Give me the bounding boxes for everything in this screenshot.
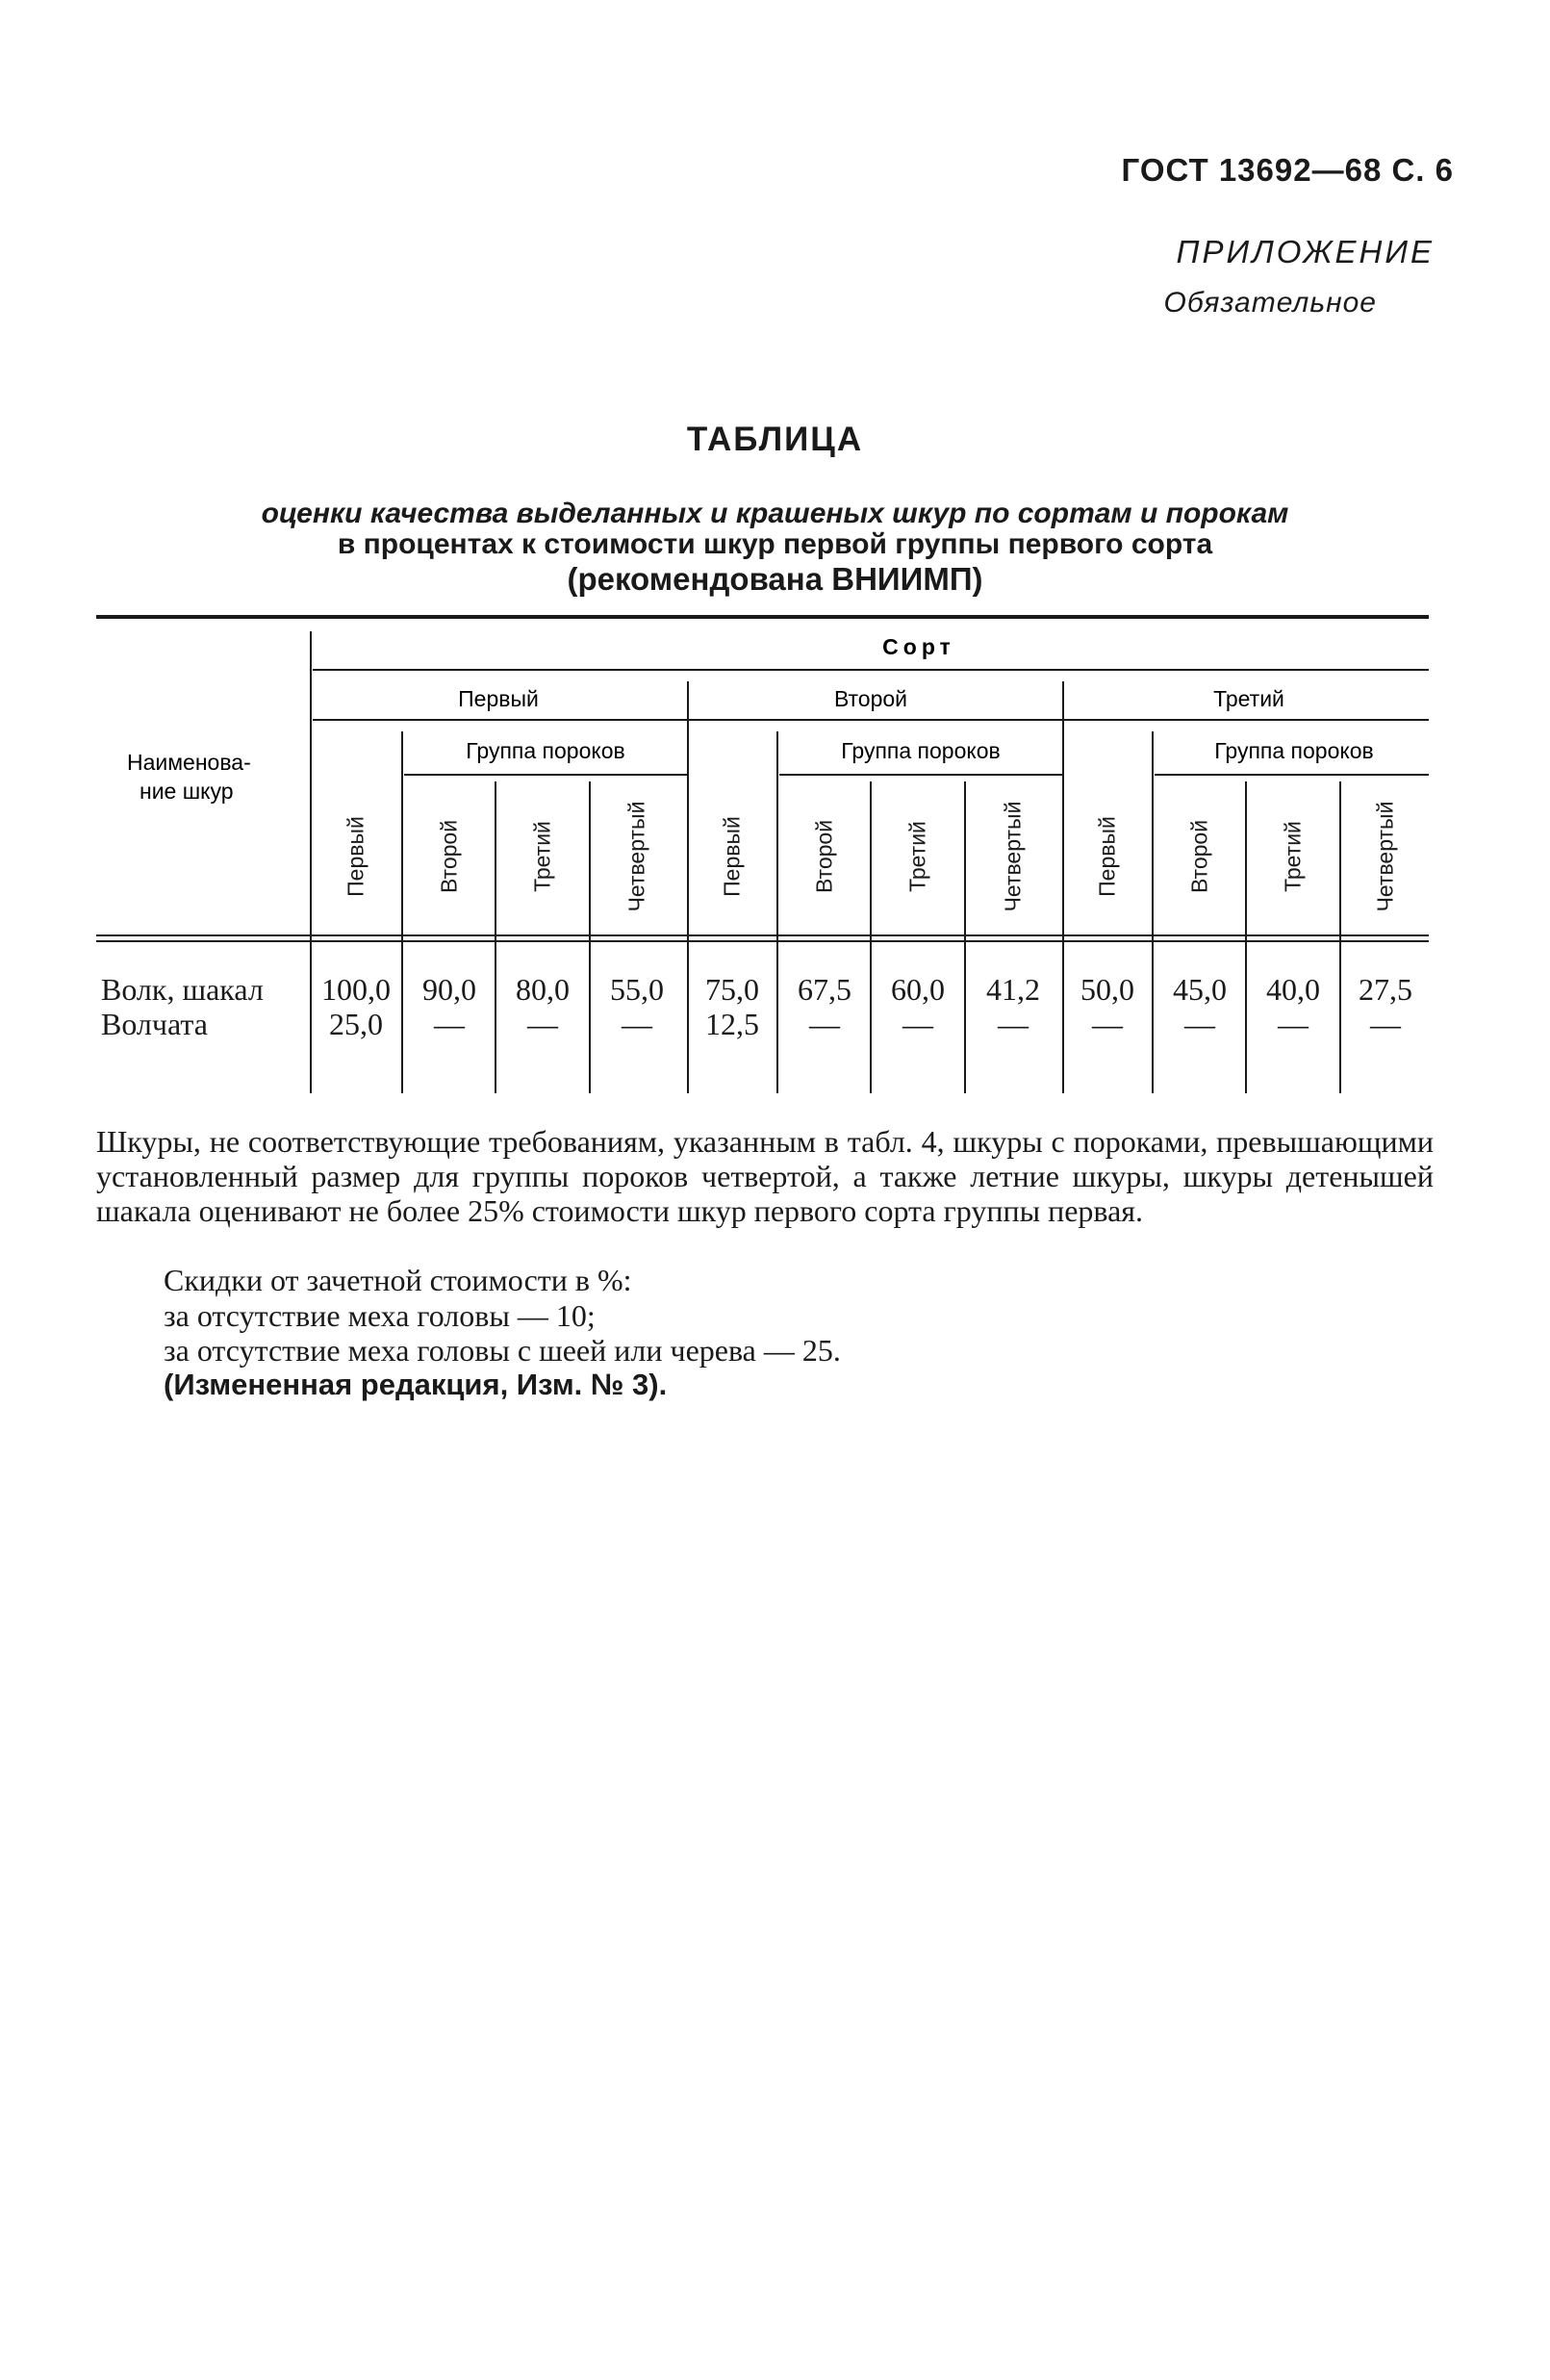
table-cell: — [1092,1007,1123,1041]
table-subtitle-line-3: (рекомендована ВНИИМП) [567,561,983,597]
table-cell: 80,0 [516,972,570,1007]
row-name: Волчата [101,1007,208,1041]
table-cell: — [527,1007,558,1041]
table-cell: 75,0 [705,972,759,1007]
subcolumn-header: Первый [719,816,745,897]
appendix-note: Обязательное [1163,287,1377,319]
table-cell: — [998,1007,1029,1041]
name-header-line-2: ние шкур [140,779,234,804]
document-code: ГОСТ 13692—68 С. 6 [1121,152,1454,188]
grade-third-label: Третий [1213,686,1284,711]
table-cell: 55,0 [610,972,664,1007]
note-paragraph: Шкуры, не соответствующие требованиям, указанным в табл. 4, шкуры с пороками, превышающими установленный размер для группы пороков четвертой, а также летние шкуры, шкуры детенышей шакала оценивают не более 25% стоимости шкур первого сорта группы первая. [96,1124,1434,1228]
name-header-line-1: Наименова- [127,750,251,775]
table-cell: — [1184,1007,1215,1041]
defect-group-label-3: Группа пороков [1214,738,1374,763]
table-cell: — [434,1007,465,1041]
table-cell: — [1278,1007,1309,1041]
subcolumn-header: Второй [436,819,462,894]
table-cell: 12,5 [705,1007,759,1041]
subcolumn-header: Третий [904,821,930,892]
grade-table [0,0,1550,1116]
discount-intro: Скидки от зачетной стоимости в %: [164,1263,632,1297]
subcolumn-header: Четвертый [623,801,649,912]
grade-second-label: Второй [833,686,908,711]
discount-item-1: за отсутствие меха головы — 10; [164,1298,596,1333]
table-cell: 67,5 [798,972,851,1007]
subcolumn-header: Первый [1094,816,1120,897]
subcolumn-header: Четвертый [1000,801,1026,912]
table-heading: ТАБЛИЦА [686,421,864,458]
subcolumn-header: Первый [343,816,368,897]
table-cell: — [622,1007,652,1041]
table-cell: 100,0 [321,972,391,1007]
subcolumn-header: Второй [1186,819,1212,894]
table-cell: 90,0 [422,972,476,1007]
amendment-note: (Измененная редакция, Изм. № 3). [164,1368,668,1401]
subcolumn-header: Третий [1280,821,1306,892]
table-cell: 60,0 [891,972,945,1007]
table-cell: — [809,1007,840,1041]
defect-group-label-2: Группа пороков [841,738,1001,763]
table-cell: 45,0 [1173,972,1227,1007]
table-cell: 40,0 [1266,972,1320,1007]
subcolumn-header: Второй [811,819,837,894]
table-cell: — [902,1007,933,1041]
sort-header: Сорт [882,634,955,659]
appendix-label: ПРИЛОЖЕНИЕ [1176,234,1435,269]
table-subtitle-line-2: в процентах к стоимости шкур первой группы первого сорта [337,528,1213,560]
table-cell: 41,2 [986,972,1040,1007]
table-cell: 27,5 [1359,972,1412,1007]
table-cell: 50,0 [1080,972,1134,1007]
table-cell: 25,0 [329,1007,383,1041]
discount-item-2: за отсутствие меха головы с шеей или черева — 25. [164,1333,841,1368]
subcolumn-header: Четвертый [1372,801,1398,912]
subcolumn-header: Третий [529,821,555,892]
row-name: Волк, шакал [101,972,264,1007]
defect-group-label-1: Группа пороков [466,738,625,763]
grade-first-label: Первый [458,686,539,711]
table-subtitle-line-1: оценки качества выделанных и крашеных шкур по сортам и порокам [261,498,1289,529]
table-cell: — [1370,1007,1401,1041]
